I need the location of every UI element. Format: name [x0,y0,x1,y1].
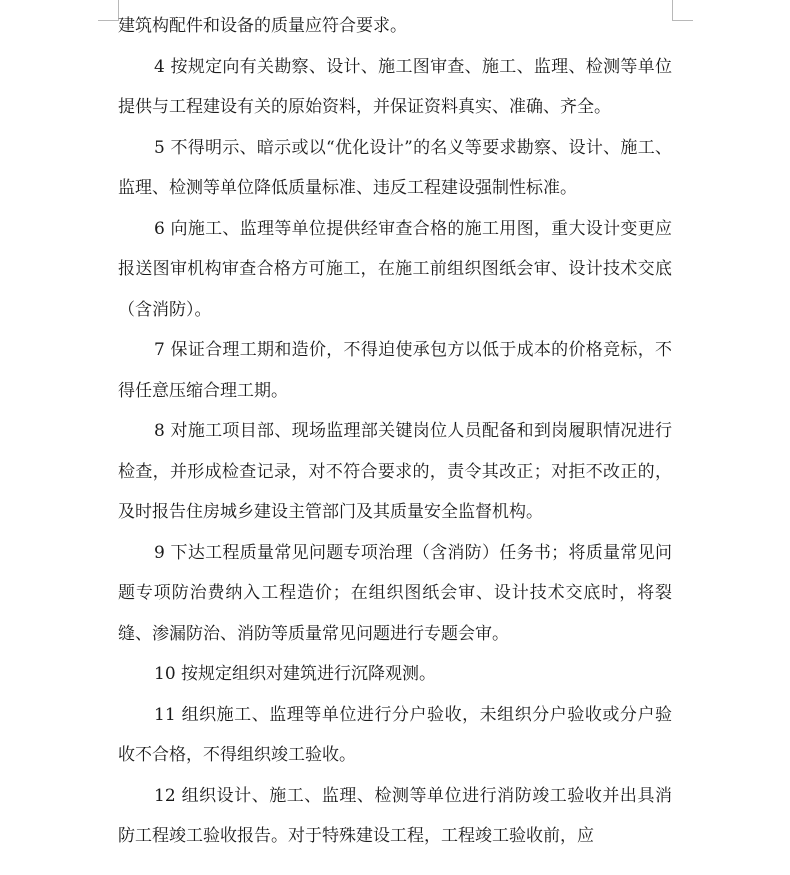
paragraph-item-7: 7 保证合理工期和造价，不得迫使承包方以低于成本的价格竞标，不得任意压缩合理工期。 [118,340,672,401]
paragraph-item-11: 11 组织施工、监理等单位进行分户验收，未组织分户验收或分户验收不合格，不得组织竣工验收。 [118,704,672,765]
document-body [118,6,672,857]
top-right-margin-mark [672,0,693,21]
paragraph-item-5: 5 不得明示、暗示或以“优化设计”的名义等要求勘察、设计、施工、监理、检测等单位降低质量标准、违反工程建设强制性标准。 [118,137,672,198]
paragraph-continuation: 建筑构配件和设备的质量应符合要求。 [118,16,407,36]
paragraph-item-9: 9 下达工程质量常见问题专项治理（含消防）任务书；将质量常见问题专项防治费纳入工程造价；在组织图纸会审、设计技术交底时，将裂缝、渗漏防治、消防等质量常见问题进行专题会审。 [118,542,672,644]
paragraph-item-12: 12 组织设计、施工、监理、检测等单位进行消防竣工验收并出具消防工程竣工验收报告。对于特殊建设工程，工程竣工验收前，应 [118,785,672,846]
top-left-margin-mark [98,0,119,21]
paragraph-item-4: 4 按规定向有关勘察、设计、施工图审查、施工、监理、检测等单位提供与工程建设有关的原始资料，并保证资料真实、准确、齐全。 [118,56,672,117]
paragraph-item-10: 10 按规定组织对建筑进行沉降观测。 [154,664,437,684]
paragraph-item-6: 6 向施工、监理等单位提供经审查合格的施工用图，重大设计变更应报送图审机构审查合格方可施工，在施工前组织图纸会审、设计技术交底（含消防）。 [118,218,672,320]
paragraph-item-8: 8 对施工项目部、现场监理部关键岗位人员配备和到岗履职情况进行检查，并形成检查记录，对不符合要求的，责令其改正；对拒不改正的，及时报告住房城乡建设主管部门及其质量安全监督机构。 [118,421,672,522]
